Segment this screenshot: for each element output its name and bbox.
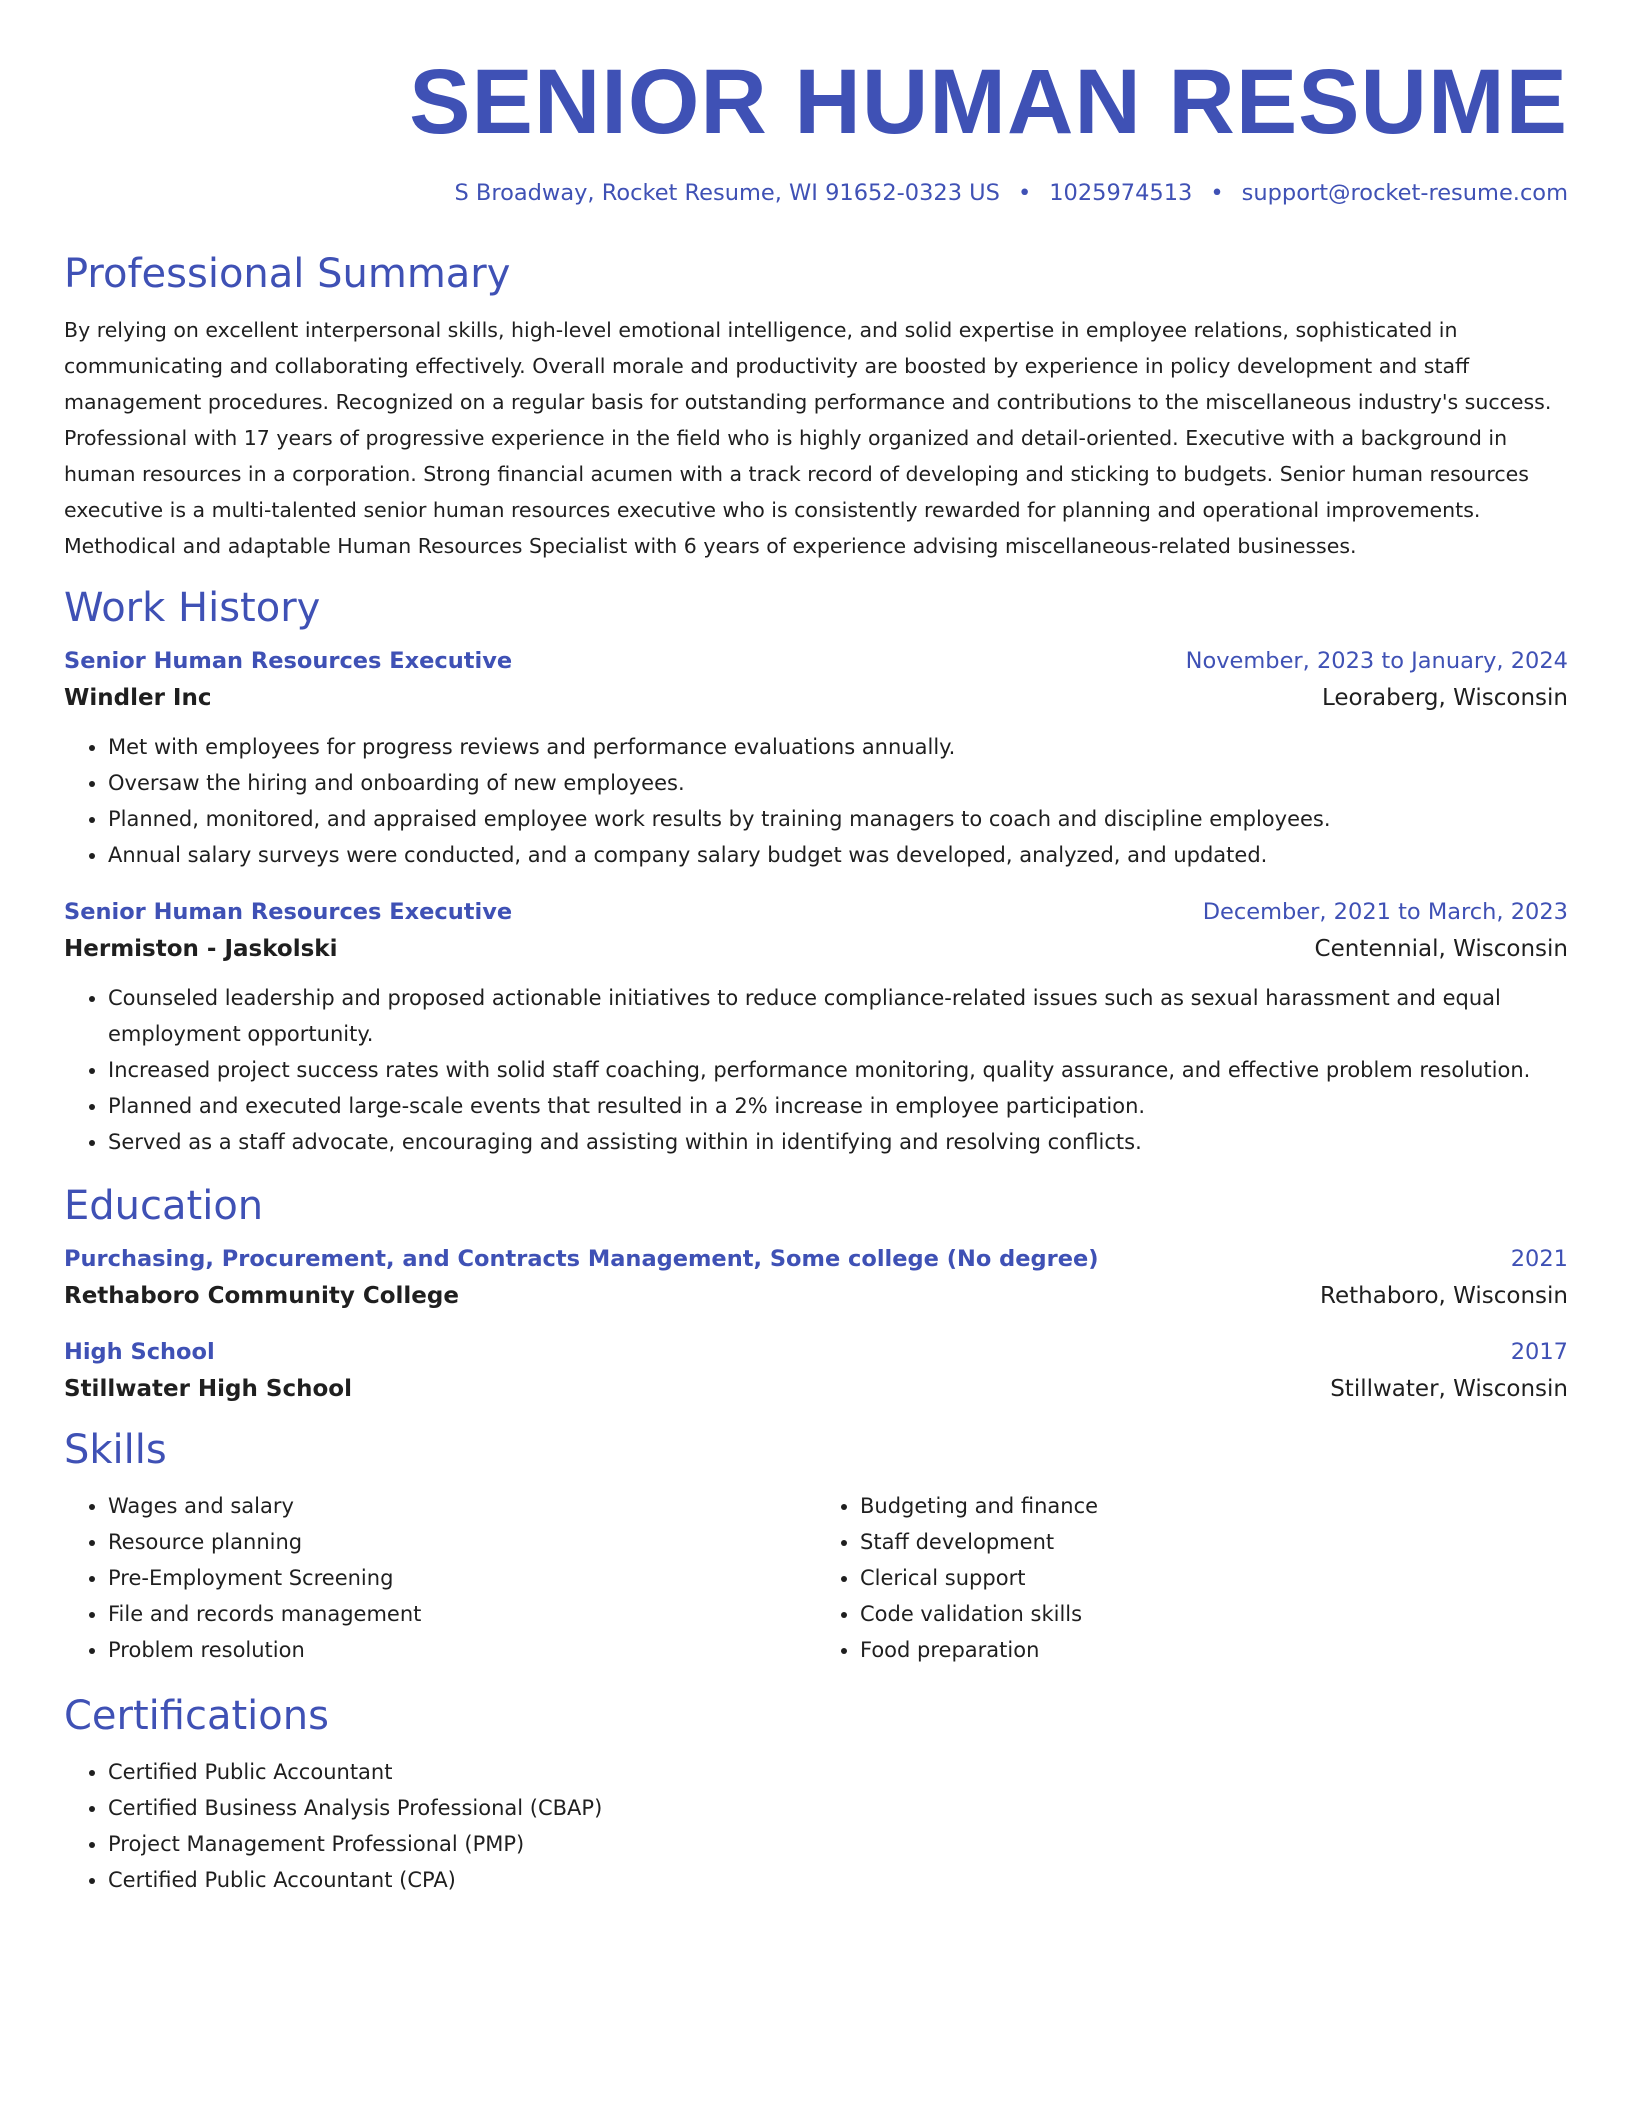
job-role: Senior Human Resources Executive bbox=[64, 899, 513, 925]
school-name: Stillwater High School bbox=[64, 1376, 352, 1402]
education-header bbox=[64, 1246, 1568, 1272]
list-item: • Counseled leadership and proposed actionable initiatives to reduce compliance-related issues such as sexual harassment and equal employment opportunity. bbox=[108, 980, 1568, 1052]
list-item: • Problem resolution bbox=[108, 1632, 816, 1668]
list-item: • File and records management bbox=[108, 1596, 816, 1632]
certifications-section bbox=[64, 1692, 1568, 1898]
education-subheader bbox=[64, 1283, 1568, 1309]
skills-section bbox=[64, 1426, 1568, 1668]
address: S Broadway, Rocket Resume, WI 91652-0323 US bbox=[454, 180, 1000, 206]
school-location: Stillwater, Wisconsin bbox=[1330, 1376, 1568, 1402]
section-title: Education bbox=[64, 1183, 264, 1229]
section-title: Professional Summary bbox=[64, 251, 511, 297]
list-item: • Certified Public Accountant bbox=[108, 1754, 1568, 1790]
separator-dot: • bbox=[1210, 180, 1224, 206]
education-subheader bbox=[64, 1376, 1568, 1402]
job-entry bbox=[64, 899, 1568, 1160]
job-dates: December, 2021 to March, 2023 bbox=[1202, 899, 1568, 925]
degree: Purchasing, Procurement, and Contracts Management, Some college (No degree) bbox=[64, 1246, 1099, 1272]
list-item: • Certified Business Analysis Professional (CBAP) bbox=[108, 1790, 1568, 1826]
school-location: Rethaboro, Wisconsin bbox=[1320, 1283, 1568, 1309]
list-item: • Clerical support bbox=[860, 1560, 1568, 1596]
list-item: • Oversaw the hiring and onboarding of new employees. bbox=[108, 765, 1568, 801]
education-header bbox=[64, 1339, 1568, 1365]
work-history-section bbox=[64, 584, 1568, 1160]
skills-columns bbox=[64, 1488, 1568, 1668]
list-item: • Wages and salary bbox=[108, 1488, 816, 1524]
job-location: Centennial, Wisconsin bbox=[1314, 936, 1568, 962]
education-section bbox=[64, 1182, 1568, 1402]
separator-dot: • bbox=[1017, 180, 1032, 206]
certifications-list bbox=[64, 1754, 1568, 1898]
section-title: Work History bbox=[64, 585, 321, 631]
job-dates: November, 2023 to January, 2024 bbox=[1185, 648, 1568, 674]
list-item: • Certified Public Accountant (CPA) bbox=[108, 1862, 1568, 1898]
section-title: Skills bbox=[64, 1427, 167, 1473]
list-item: • Planned and executed large-scale events that resulted in a 2% increase in employee participation. bbox=[108, 1088, 1568, 1124]
list-item: • Served as a staff advocate, encouraging and assisting within in identifying and resolving conflicts. bbox=[108, 1124, 1568, 1160]
list-item: • Code validation skills bbox=[860, 1596, 1568, 1632]
graduation-year: 2021 bbox=[1510, 1246, 1568, 1272]
list-item: • Pre-Employment Screening bbox=[108, 1560, 816, 1596]
job-entry bbox=[64, 648, 1568, 873]
job-bullets bbox=[64, 980, 1568, 1160]
list-item: • Budgeting and finance bbox=[860, 1488, 1568, 1524]
skills-list-left bbox=[64, 1488, 816, 1668]
list-item: • Met with employees for progress reviews and performance evaluations annually. bbox=[108, 729, 1568, 765]
candidate-name: SENIOR HUMAN RESUME bbox=[409, 51, 1568, 153]
list-item: • Staff development bbox=[860, 1524, 1568, 1560]
resume-body bbox=[64, 250, 1568, 1898]
job-location: Leoraberg, Wisconsin bbox=[1321, 685, 1568, 711]
list-item: • Resource planning bbox=[108, 1524, 816, 1560]
school-name: Rethaboro Community College bbox=[64, 1283, 459, 1309]
list-item: • Project Management Professional (PMP) bbox=[108, 1826, 1568, 1862]
job-role: Senior Human Resources Executive bbox=[64, 648, 513, 674]
degree: High School bbox=[64, 1339, 215, 1365]
graduation-year: 2017 bbox=[1510, 1339, 1568, 1365]
summary-section bbox=[64, 250, 1568, 564]
education-entry bbox=[64, 1339, 1568, 1402]
phone: 1025974513 bbox=[1049, 180, 1193, 206]
list-item: • Food preparation bbox=[860, 1632, 1568, 1668]
job-company: Windler Inc bbox=[64, 685, 212, 711]
list-item: • Increased project success rates with solid staff coaching, performance monitoring, quality assurance, and effective problem resolution. bbox=[108, 1052, 1568, 1088]
job-bullets bbox=[64, 729, 1568, 873]
education-entry bbox=[64, 1246, 1568, 1309]
job-company: Hermiston - Jaskolski bbox=[64, 936, 338, 962]
contact-line bbox=[409, 180, 1568, 206]
list-item: • Annual salary surveys were conducted, and a company salary budget was developed, analyzed, and updated. bbox=[108, 837, 1568, 873]
email-link[interactable]: support@rocket-resume.com bbox=[1241, 180, 1568, 206]
skills-list-right bbox=[816, 1488, 1568, 1668]
job-header bbox=[64, 899, 1568, 925]
list-item: • Planned, monitored, and appraised employee work results by training managers to coach and discipline employees. bbox=[108, 801, 1568, 837]
job-subheader bbox=[64, 685, 1568, 711]
job-subheader bbox=[64, 936, 1568, 962]
summary-text: By relying on excellent interpersonal skills, high-level emotional intelligence, and solid expertise in employee relations, sophisticated in communicating and collaborating effectively. Overall morale and productivity are boosted by experience in policy development and staff management procedures. Recognized on a regular basis for outstanding performance and contributions to the miscellaneous industry's success. Professional with 17 years of progressive experience in the field who is highly organized and detail-oriented. Executive with a background in human resources in a corporation. Strong financial acumen with a track record of developing and sticking to budgets. Senior human resources executive is a multi-talented senior human resources executive who is consistently rewarded for planning and operational improvements. Methodical and adaptable Human Resources Specialist with 6 years of experience advising miscellaneous-related businesses. bbox=[64, 318, 1552, 558]
section-title: Certifications bbox=[64, 1693, 329, 1739]
resume-header bbox=[409, 50, 1568, 206]
job-header bbox=[64, 648, 1568, 674]
